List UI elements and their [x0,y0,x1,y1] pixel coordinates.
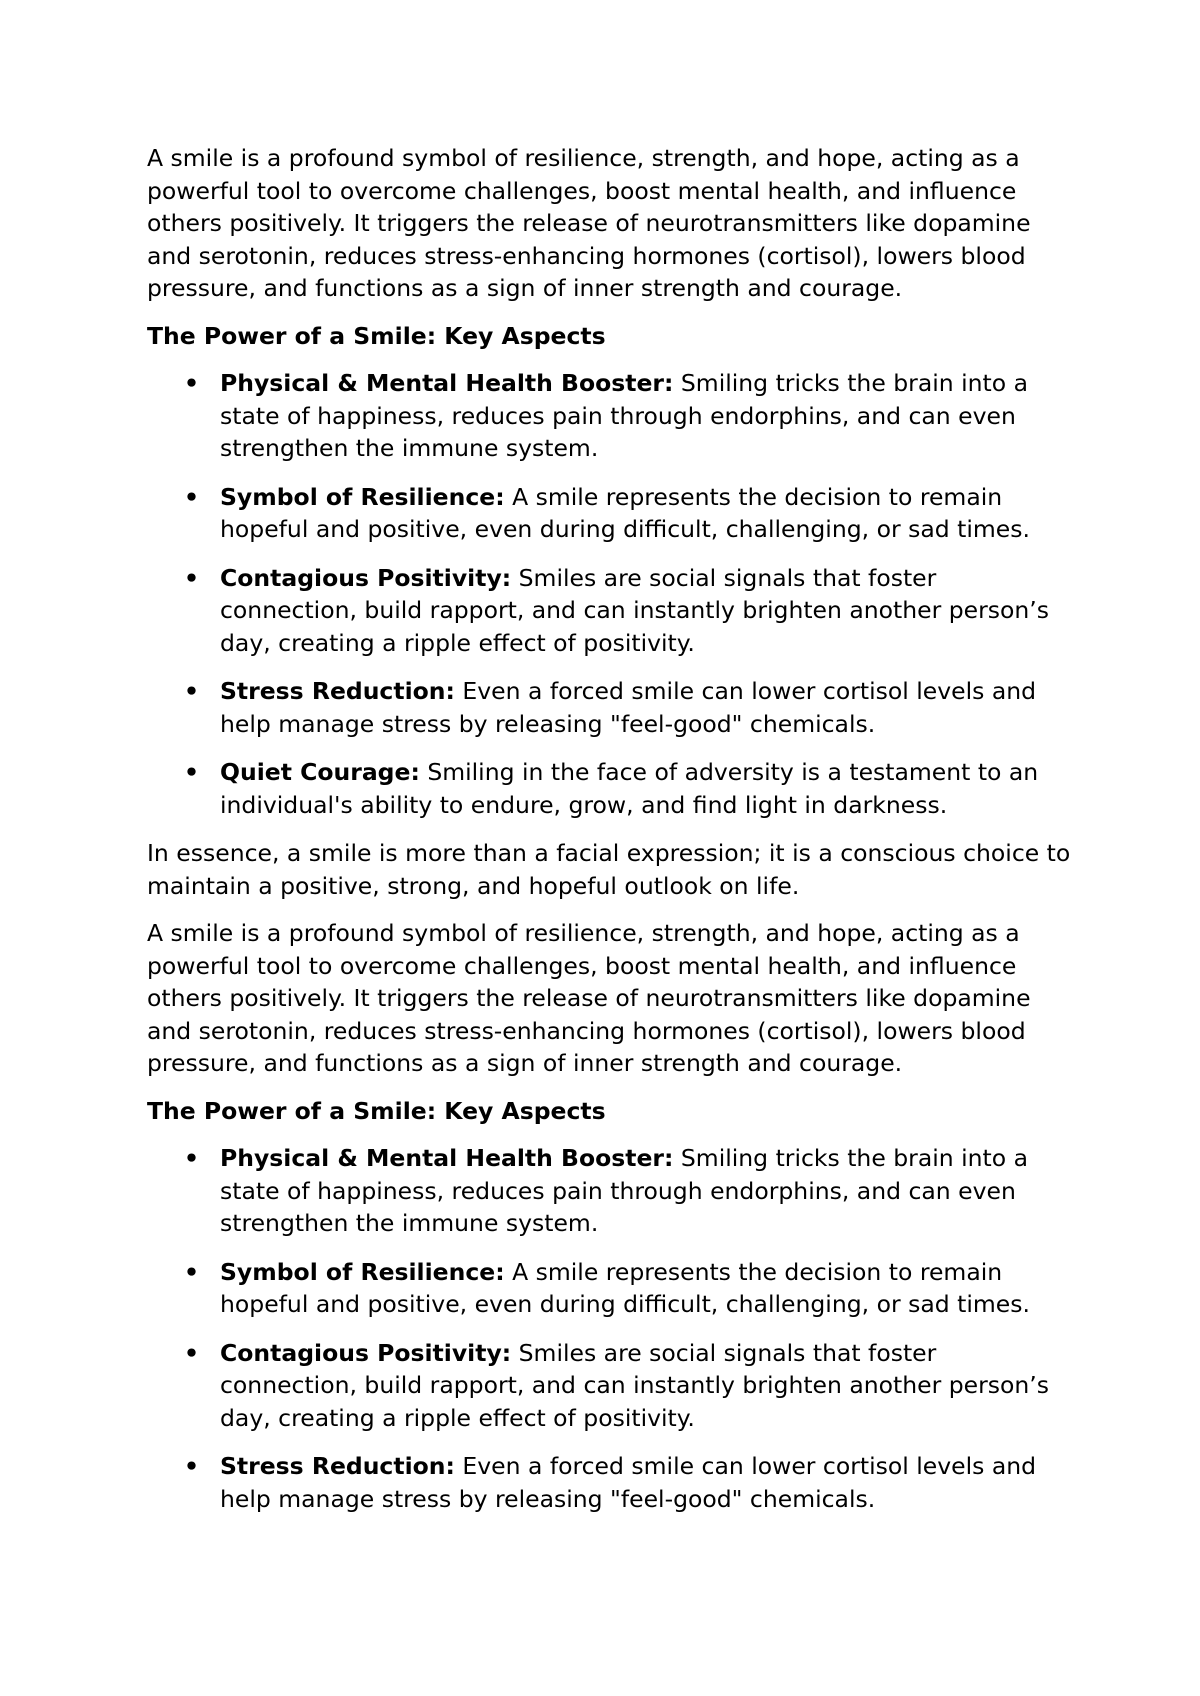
document-page [147,142,1077,1531]
item-text: A smile represents the decision to remain hopeful and positive, even during difficult, challenging, or sad times. [220,482,1030,543]
bullet-icon: • [184,1452,200,1480]
list-item [147,1256,1077,1321]
item-term: Physical & Mental Health Booster: [220,1144,674,1172]
list-item [147,756,1077,821]
item-text: Smiling tricks the brain into a state of happiness, reduces pain through endorphins, and can even strengthen the immune system. [220,1144,1029,1237]
item-text: Smiling in the face of adversity is a testament to an individual's ability to endure, grow, and find light in darkness. [220,758,1039,819]
key-aspects-list [147,1142,1077,1515]
list-item [147,1450,1077,1515]
item-term: Physical & Mental Health Booster: [220,369,674,397]
item-text: Smiles are social signals that foster connection, build rapport, and can instantly brighten another person’s day, creating a ripple effect of positivity. [220,563,1050,657]
item-term: Stress Reduction: [220,1452,455,1480]
item-text: A smile represents the decision to remain hopeful and positive, even during difficult, challenging, or sad times. [220,1257,1030,1318]
list-item [147,675,1077,740]
bullet-icon: • [184,1338,200,1367]
item-text: Smiles are social signals that foster connection, build rapport, and can instantly brighten another person’s day, creating a ripple effect of positivity. [220,1338,1050,1432]
item-term: Stress Reduction: [220,677,455,705]
item-term: Symbol of Resilience: [220,482,505,511]
list-item [147,1142,1077,1240]
item-term: Contagious Positivity: [220,563,512,592]
section-heading: The Power of a Smile: Key Aspects [147,1096,606,1125]
item-text: Even a forced smile can lower cortisol levels and help manage stress by releasing "feel-good" chemicals. [220,1452,1037,1513]
bullet-icon: • [184,563,200,592]
bullet-icon: • [184,482,200,511]
bullet-icon: • [184,758,200,786]
list-item [147,367,1077,465]
conclusion-paragraph: In essence, a smile is more than a facial expression; it is a conscious choice to maintain a positive, strong, and hopeful outlook on life. [147,839,1071,900]
intro-paragraph: A smile is a profound symbol of resilience, strength, and hope, acting as a powerful tool to overcome challenges, boost mental health, and influence others positively. It triggers the release of neurotransmitters like dopamine and serotonin, reduces stress-enhancing hormones (cortisol), lowers blood pressure, and functions as a sign of inner strength and courage. [147,919,1031,1077]
key-aspects-list [147,367,1077,821]
bullet-icon: • [184,677,200,705]
item-term: Contagious Positivity: [220,1338,512,1367]
list-item [147,562,1077,660]
section-heading: The Power of a Smile: Key Aspects [147,321,606,350]
item-text: Even a forced smile can lower cortisol levels and help manage stress by releasing "feel-good" chemicals. [220,677,1037,738]
bullet-icon: • [184,1257,200,1286]
item-term: Quiet Courage: [220,758,420,786]
list-item [147,1337,1077,1435]
bullet-icon: • [184,1144,200,1172]
list-item [147,481,1077,546]
item-term: Symbol of Resilience: [220,1257,505,1286]
intro-paragraph: A smile is a profound symbol of resilience, strength, and hope, acting as a powerful tool to overcome challenges, boost mental health, and influence others positively. It triggers the release of neurotransmitters like dopamine and serotonin, reduces stress-enhancing hormones (cortisol), lowers blood pressure, and functions as a sign of inner strength and courage. [147,144,1031,302]
item-text: Smiling tricks the brain into a state of happiness, reduces pain through endorphins, and can even strengthen the immune system. [220,369,1029,462]
bullet-icon: • [184,369,200,397]
